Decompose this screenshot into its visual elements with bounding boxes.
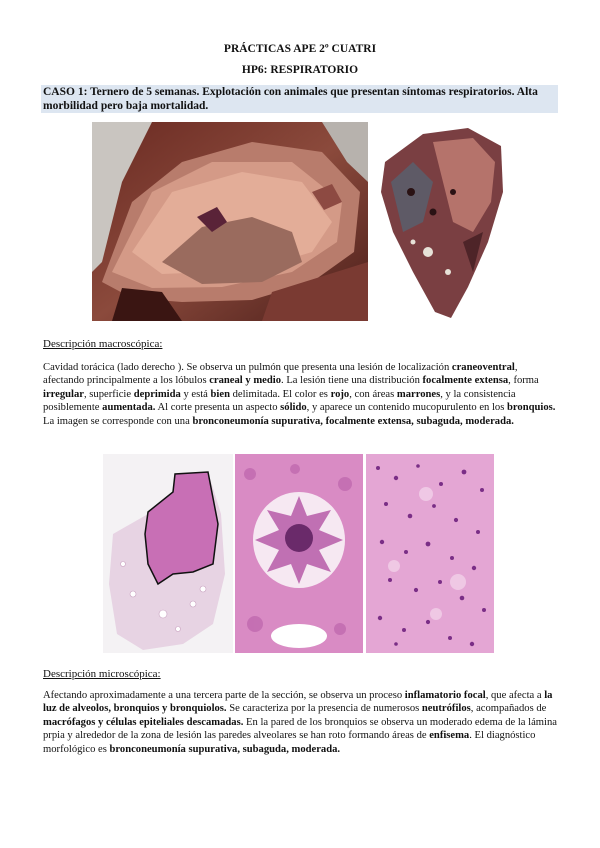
macro-heading: Descripción macroscópica: — [43, 338, 163, 350]
macro-text: Al corte presenta un aspecto — [155, 402, 281, 414]
micro-bold: la luz de alveolos, bronquios y bronquiolos. — [43, 690, 553, 715]
macro-bold: aumentada. — [102, 402, 156, 414]
macro-bold: craneal y medio — [209, 375, 282, 387]
macro-bold: irregular — [43, 388, 84, 400]
micro-text: Se caracteriza por la presencia de numerosos — [226, 703, 422, 715]
macro-text: , y aparece un contenido mucopurulento en los — [306, 402, 507, 414]
macro-text: , afectando principalmente a los lóbulos — [43, 362, 518, 387]
macro-text: . La lesión tiene una distribución — [281, 375, 423, 387]
micro-text: Afectando aproximadamente a una tercera parte de la sección, se observa un proceso — [43, 690, 405, 701]
macro-bold: focalmente extensa — [422, 375, 509, 387]
micro-text: . El diagnóstico morfológico es — [43, 730, 536, 755]
thoracic-cavity-lung-photo — [92, 122, 368, 321]
macro-description — [43, 361, 559, 428]
micro-bold: bronconeumonía supurativa, subaguda, moderada. — [109, 743, 341, 755]
micro-text: , que afecta a — [485, 690, 545, 701]
document-title: PRÁCTICAS APE 2º CUATRI — [223, 43, 377, 55]
macro-bold: marrones — [396, 388, 441, 400]
macro-bold: craneoventral — [451, 362, 515, 373]
macro-bold: deprimida — [133, 388, 181, 400]
alveolar-exudate-histology — [366, 454, 494, 653]
bronchus-histology — [235, 454, 363, 653]
micro-heading: Descripción microscópica: — [43, 668, 161, 680]
case-heading: CASO 1: Ternero de 5 semanas. Explotación con animales que presentan síntomas respiratorios. Alta morbilidad pero baja mortalidad. — [41, 85, 558, 113]
macro-bold: sólido — [280, 402, 307, 414]
macro-bold: rojo — [330, 388, 350, 400]
micro-bold: enfisema — [429, 730, 470, 742]
macro-text: Cavidad torácica (lado derecho ). Se observa un pulmón que presenta una lesión de localización — [43, 362, 452, 373]
macro-text: La imagen se corresponde con una — [43, 415, 193, 427]
macro-bold: bien — [210, 388, 230, 400]
micro-bold: inflamatorio focal — [404, 690, 486, 701]
macro-text: , superficie — [84, 388, 134, 400]
low-power-histology-section — [103, 454, 233, 653]
micro-bold: macrófagos y células epiteliales descamadas. — [43, 716, 244, 728]
macro-bold: bronconeumonía supurativa, focalmente extensa, subaguda, moderada. — [192, 415, 514, 427]
lung-cut-section-photo — [373, 122, 510, 321]
macro-text: , con áreas — [349, 388, 397, 400]
micro-text: , acompañados de — [470, 703, 547, 715]
macro-text: delimitada. El color es — [229, 388, 331, 400]
macro-bold: bronquios. — [507, 402, 556, 414]
micro-description — [43, 689, 559, 756]
macro-text: y está — [180, 388, 211, 400]
macro-text: , forma — [508, 375, 539, 387]
document-subtitle: HP6: RESPIRATORIO — [241, 64, 359, 76]
micro-text: En la pared de los bronquios se observa un moderado edema de la lámina prpia y alrededor de la zona de lesión las paredes alveolares se han roto formando áreas de — [43, 716, 557, 742]
macro-text: , y la consistencia posiblemente — [43, 388, 516, 414]
micro-bold: neutrófilos — [421, 703, 471, 715]
